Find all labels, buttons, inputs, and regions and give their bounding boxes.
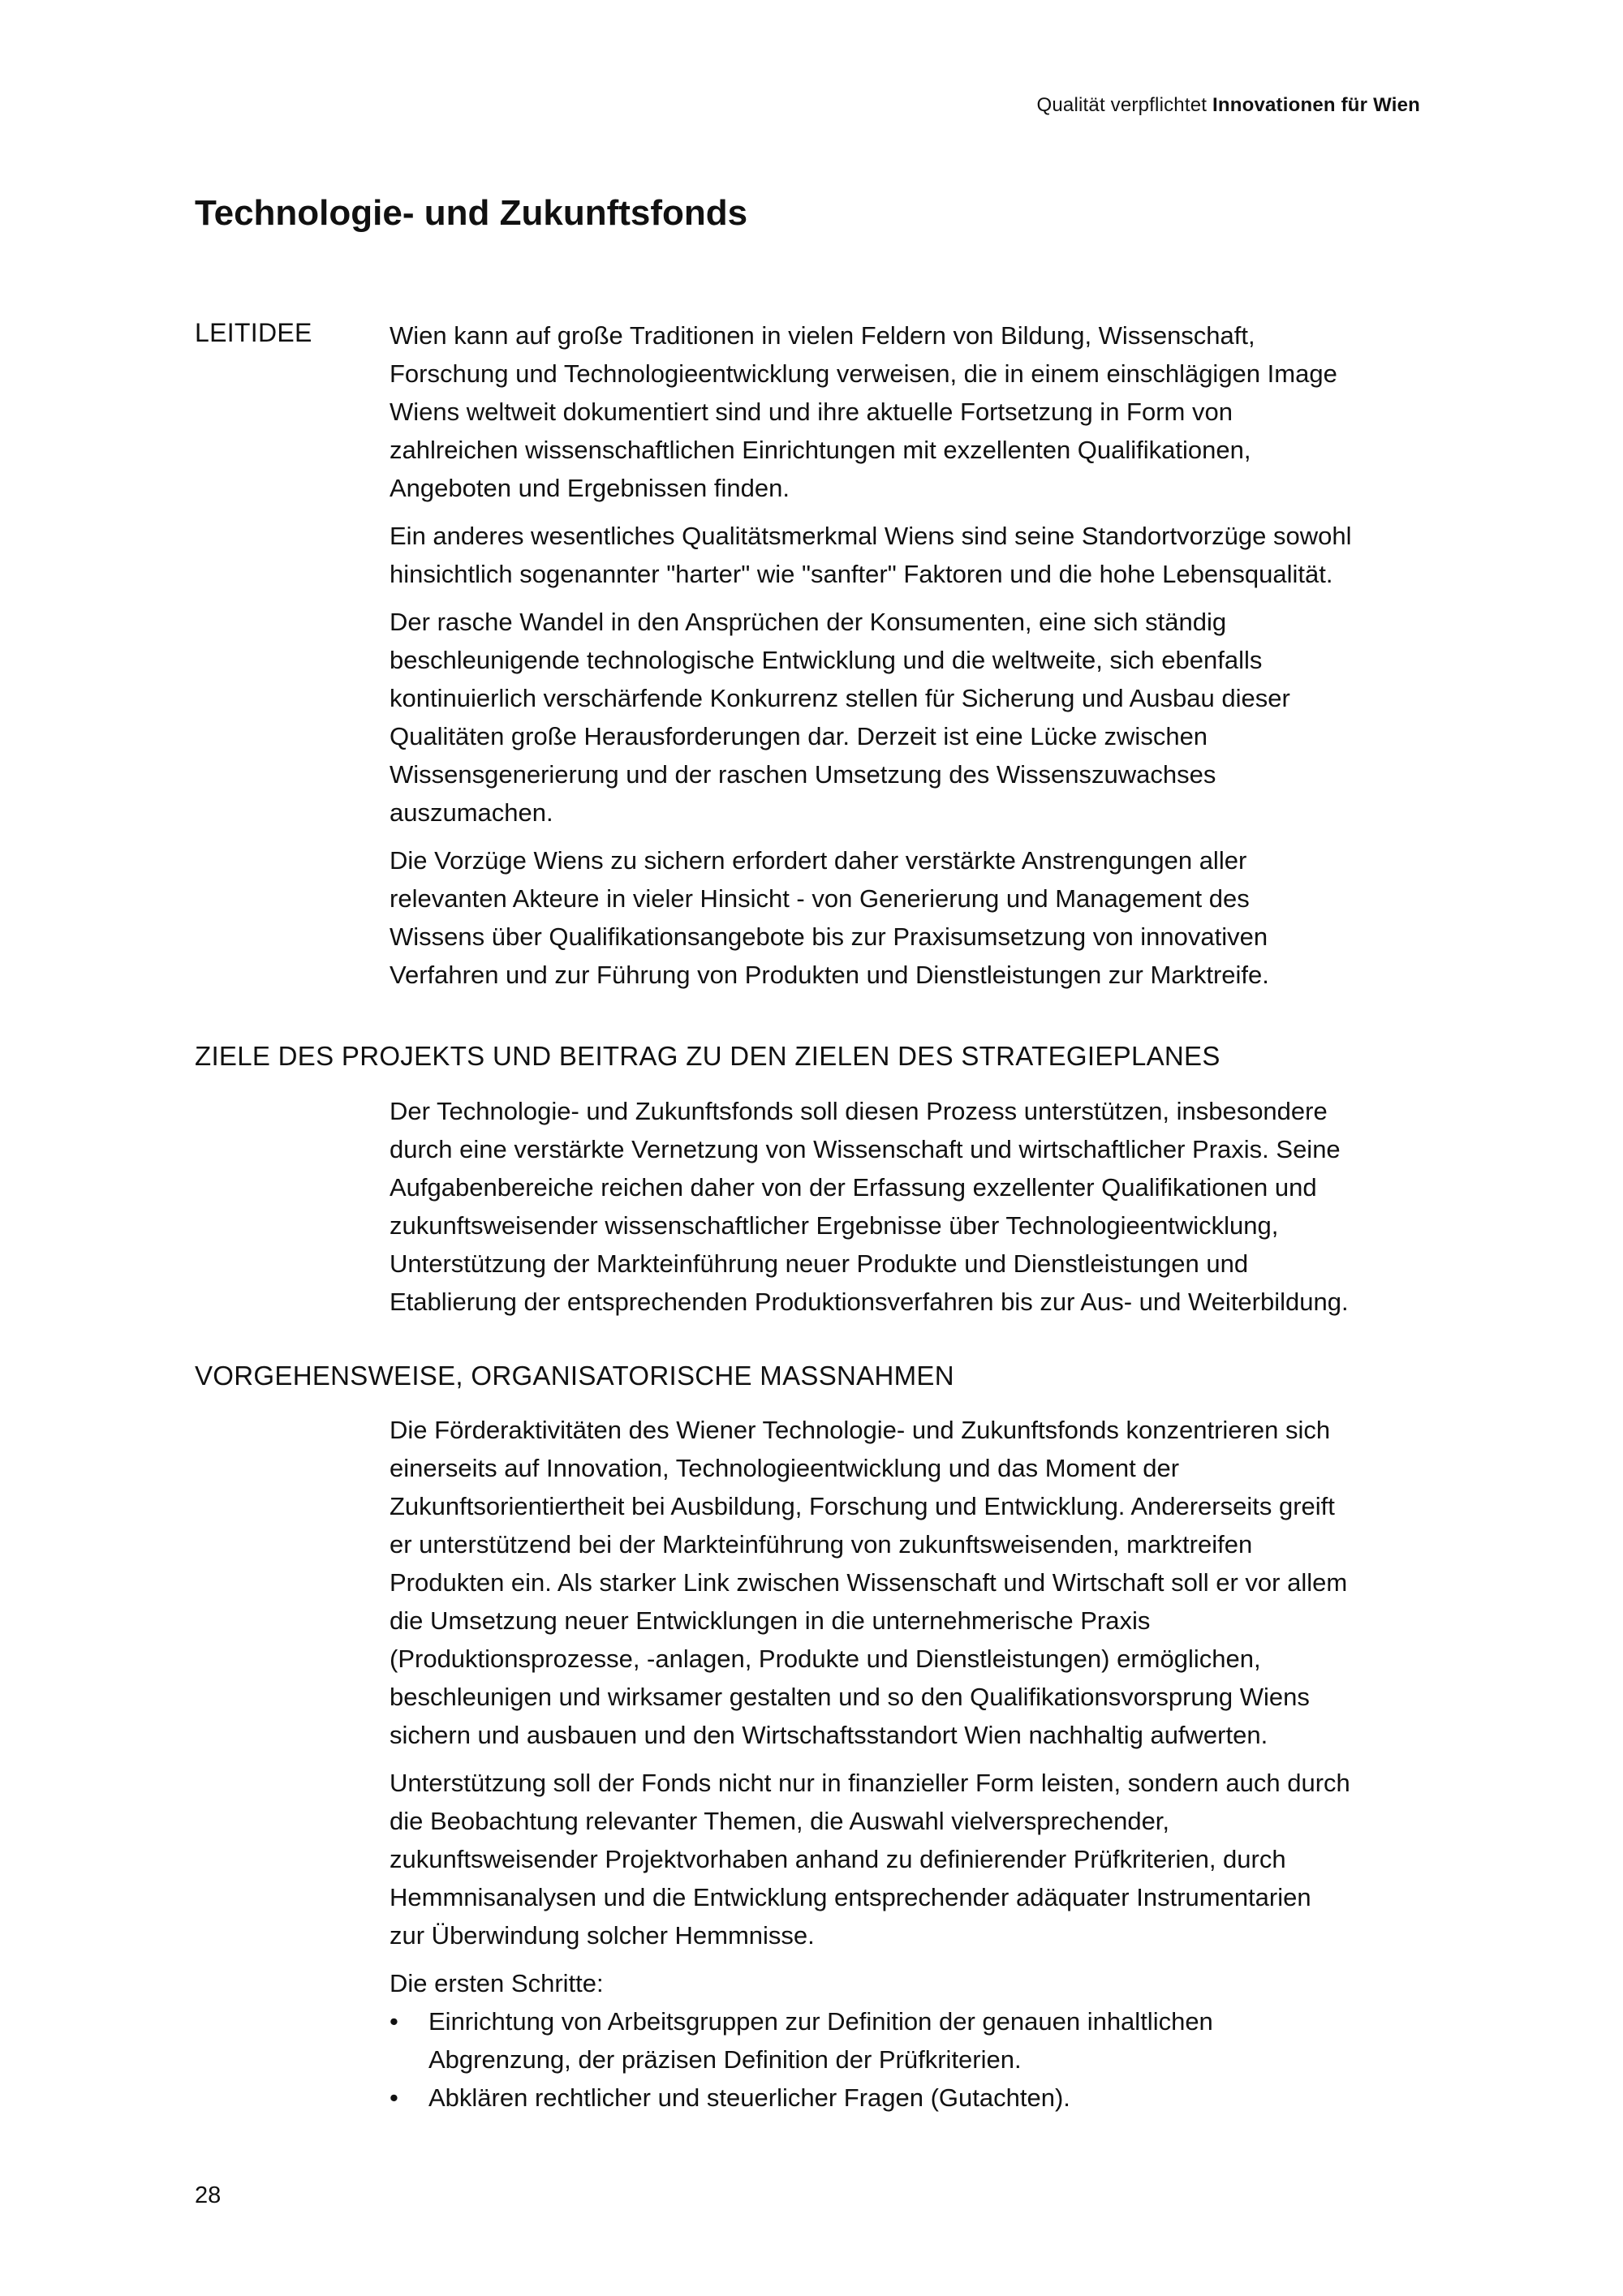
text-line: Etablierung der entsprechenden Produktionsverfahren bis zur Aus- und Weiterbildung. bbox=[390, 1288, 1349, 1316]
vorgehen-heading: VORGEHENSWEISE, ORGANISATORISCHE MASSNAHMEN bbox=[195, 1361, 954, 1391]
text-line: relevanten Akteure in vieler Hinsicht - von Generierung und Management des bbox=[390, 884, 1250, 913]
page-number: 28 bbox=[195, 2182, 222, 2208]
paragraph bbox=[390, 1092, 1444, 1321]
paragraph bbox=[390, 841, 1444, 994]
paragraph bbox=[390, 603, 1444, 832]
text-line: Aufgabenbereiche reichen daher von der Erfassung exzellenter Qualifikationen und bbox=[390, 1173, 1317, 1202]
steps-intro: Die ersten Schritte: bbox=[390, 1969, 604, 1997]
paragraph bbox=[390, 1411, 1444, 1754]
text-line: • Abklären rechtlicher und steuerlicher Fragen (Gutachten). bbox=[428, 2083, 1070, 2112]
text-line: durch eine verstärkte Vernetzung von Wissenschaft und wirtschaftlicher Praxis. Seine bbox=[390, 1135, 1341, 1163]
leitidee-label: LEITIDEE bbox=[195, 318, 312, 347]
page-title: Technologie- und Zukunftsfonds bbox=[195, 193, 748, 233]
steps-list bbox=[390, 2002, 1444, 2117]
text-line: Der rasche Wandel in den Ansprüchen der Konsumenten, eine sich ständig bbox=[390, 608, 1227, 636]
text-line: auszumachen. bbox=[390, 798, 553, 827]
text-line: Angeboten und Ergebnissen finden. bbox=[390, 474, 790, 502]
text-line: Die Vorzüge Wiens zu sichern erfordert daher verstärkte Anstrengungen aller bbox=[390, 846, 1247, 875]
list-item bbox=[390, 2079, 1444, 2117]
running-header-emphasis: Innovationen für Wien bbox=[1212, 94, 1420, 116]
text-line: Wissensgenerierung und der raschen Umsetzung des Wissenszuwachses bbox=[390, 760, 1216, 789]
text-line: Wissens über Qualifikationsangebote bis zur Praxisumsetzung von innovativen bbox=[390, 922, 1268, 951]
text-line: die Beobachtung relevanter Themen, die Auswahl vielversprechender, bbox=[390, 1807, 1170, 1835]
text-line: zukunftsweisender Projektvorhaben anhand zu definierender Prüfkriterien, durch bbox=[390, 1845, 1286, 1873]
running-header-prefix: Qualität verpflichtet bbox=[1036, 94, 1208, 116]
text-line: zahlreichen wissenschaftlichen Einrichtungen mit exzellenten Qualifikationen, bbox=[390, 436, 1251, 464]
running-header bbox=[1037, 94, 1421, 117]
text-line: Wien kann auf große Traditionen in vielen Feldern von Bildung, Wissenschaft, bbox=[390, 321, 1255, 350]
text-line: sichern und ausbauen und den Wirtschaftsstandort Wien nachhaltig aufwerten. bbox=[390, 1721, 1268, 1749]
text-line: Der Technologie- und Zukunftsfonds soll diesen Prozess unterstützen, insbesondere bbox=[390, 1097, 1328, 1125]
text-line: Qualitäten große Herausforderungen dar. Derzeit ist eine Lücke zwischen bbox=[390, 722, 1208, 750]
text-line: Unterstützung soll der Fonds nicht nur in finanzieller Form leisten, sondern auch durch bbox=[390, 1769, 1350, 1797]
text-line: (Produktionsprozesse, -anlagen, Produkte und Dienstleistungen) ermöglichen, bbox=[390, 1645, 1261, 1673]
text-line: beschleunigen und wirksamer gestalten und so den Qualifikationsvorsprung Wiens bbox=[390, 1683, 1310, 1711]
text-line: Hemmnisanalysen und die Entwicklung entsprechender adäquater Instrumentarien bbox=[390, 1883, 1311, 1911]
leitidee-body bbox=[390, 316, 1444, 1004]
text-line: Wiens weltweit dokumentiert sind und ihre aktuelle Fortsetzung in Form von bbox=[390, 398, 1233, 426]
text-line: beschleunigende technologische Entwicklung und die weltweite, sich ebenfalls bbox=[390, 646, 1263, 674]
text-line: die Umsetzung neuer Entwicklungen in die unternehmerische Praxis bbox=[390, 1606, 1151, 1635]
paragraph bbox=[390, 1764, 1444, 1954]
ziele-heading: ZIELE DES PROJEKTS UND BEITRAG ZU DEN ZIELEN DES STRATEGIEPLANES bbox=[195, 1041, 1220, 1071]
ziele-body bbox=[390, 1092, 1444, 1331]
text-line: zukunftsweisender wissenschaftlicher Ergebnisse über Technologieentwicklung, bbox=[390, 1211, 1279, 1240]
text-line: Ein anderes wesentliches Qualitätsmerkmal Wiens sind seine Standortvorzüge sowohl bbox=[390, 522, 1352, 550]
text-line: Unterstützung der Markteinführung neuer Produkte und Dienstleistungen und bbox=[390, 1249, 1249, 1278]
text-line: einerseits auf Innovation, Technologieentwicklung und das Moment der bbox=[390, 1454, 1180, 1482]
text-line: zur Überwindung solcher Hemmnisse. bbox=[390, 1921, 815, 1950]
text-line: Forschung und Technologieentwicklung verweisen, die in einem einschlägigen Image bbox=[390, 359, 1337, 388]
list-item bbox=[390, 2002, 1444, 2079]
text-line: Zukunftsorientiertheit bei Ausbildung, Forschung und Entwicklung. Andererseits greift bbox=[390, 1492, 1335, 1520]
text-line: • Einrichtung von Arbeitsgruppen zur Definition der genauen inhaltlichen bbox=[428, 2007, 1213, 2036]
text-line: Produkten ein. Als starker Link zwischen Wissenschaft und Wirtschaft soll er vor allem bbox=[390, 1568, 1348, 1597]
paragraph bbox=[390, 517, 1444, 593]
text-line: Abgrenzung, der präzisen Definition der Prüfkriterien. bbox=[428, 2045, 1022, 2074]
paragraph bbox=[390, 316, 1444, 507]
text-line: kontinuierlich verschärfende Konkurrenz stellen für Sicherung und Ausbau dieser bbox=[390, 684, 1290, 712]
text-line: er unterstützend bei der Markteinführung von zukunftsweisenden, marktreifen bbox=[390, 1530, 1253, 1559]
text-line: Die Förderaktivitäten des Wiener Technologie- und Zukunftsfonds konzentrieren sich bbox=[390, 1416, 1331, 1444]
vorgehen-body bbox=[390, 1411, 1444, 2117]
text-line: Verfahren und zur Führung von Produkten und Dienstleistungen zur Marktreife. bbox=[390, 961, 1269, 989]
text-line: hinsichtlich sogenannter "harter" wie "sanfter" Faktoren und die hohe Lebensqualität. bbox=[390, 560, 1333, 588]
